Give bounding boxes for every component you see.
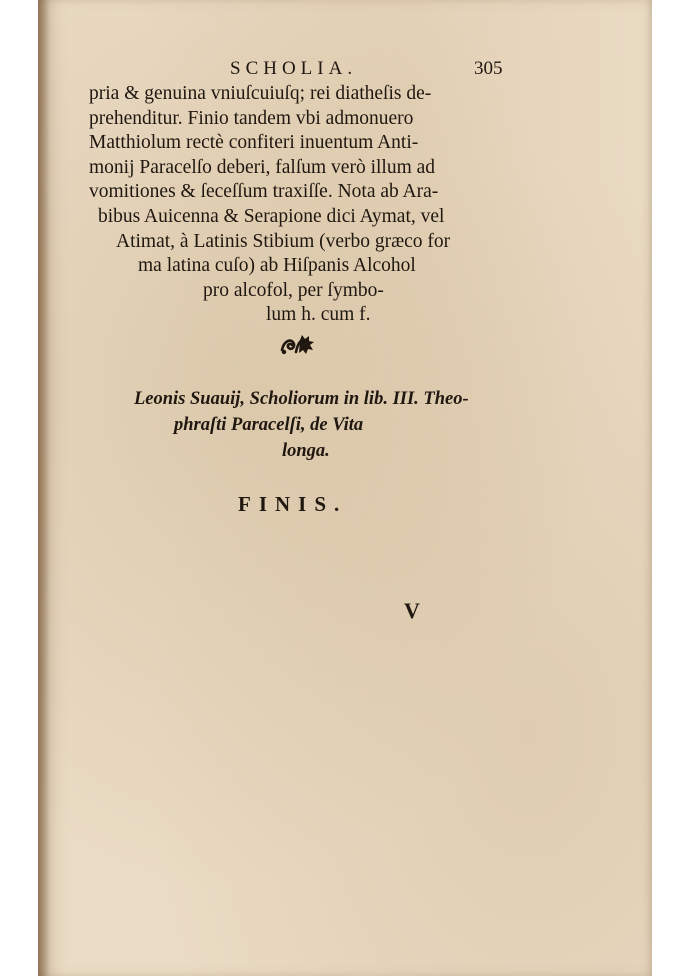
text-line: pro alcofol, per ſymbo- xyxy=(203,279,384,301)
running-head: SCHOLIA. xyxy=(230,58,358,79)
text-line: prehenditur. Finio tandem vbi admonuero xyxy=(89,107,414,129)
text-line: monij Paracelſo deberi, falſum verò illum ad xyxy=(89,156,436,178)
text-line: ma latina cuſo) ab Hiſpanis Alcohol xyxy=(138,255,416,277)
text-line: Matthiolum rectè confiteri inuentum Anti- xyxy=(89,132,419,154)
text-line: lum h. cum f. xyxy=(266,304,371,326)
signature-mark: V xyxy=(404,598,420,623)
fleuron-ornament-icon xyxy=(278,332,318,358)
text-line: pria & genuina vniuſcuiuſq; rei diatheſis de- xyxy=(89,83,432,104)
colophon-line: Leonis Suauij, Scholiorum in lib. III. Theo- xyxy=(134,389,469,409)
colophon-line: phraſti Paracelſi, de Vita xyxy=(174,415,364,435)
finis-heading: FINIS. xyxy=(238,492,348,516)
text-line: vomitiones & ſeceſſum traxiſſe. Nota ab Ara- xyxy=(89,181,439,203)
text-line: Atimat, à Latinis Stibium (verbo græco for xyxy=(116,230,451,252)
page-number: 305 xyxy=(474,58,503,79)
book-page xyxy=(38,0,652,976)
body-text xyxy=(38,82,652,328)
colophon xyxy=(38,386,652,464)
binding-shadow xyxy=(38,0,50,976)
text-line: bibus Auicenna & Serapione dici Aymat, vel xyxy=(98,205,445,227)
colophon-line: longa. xyxy=(282,441,330,461)
